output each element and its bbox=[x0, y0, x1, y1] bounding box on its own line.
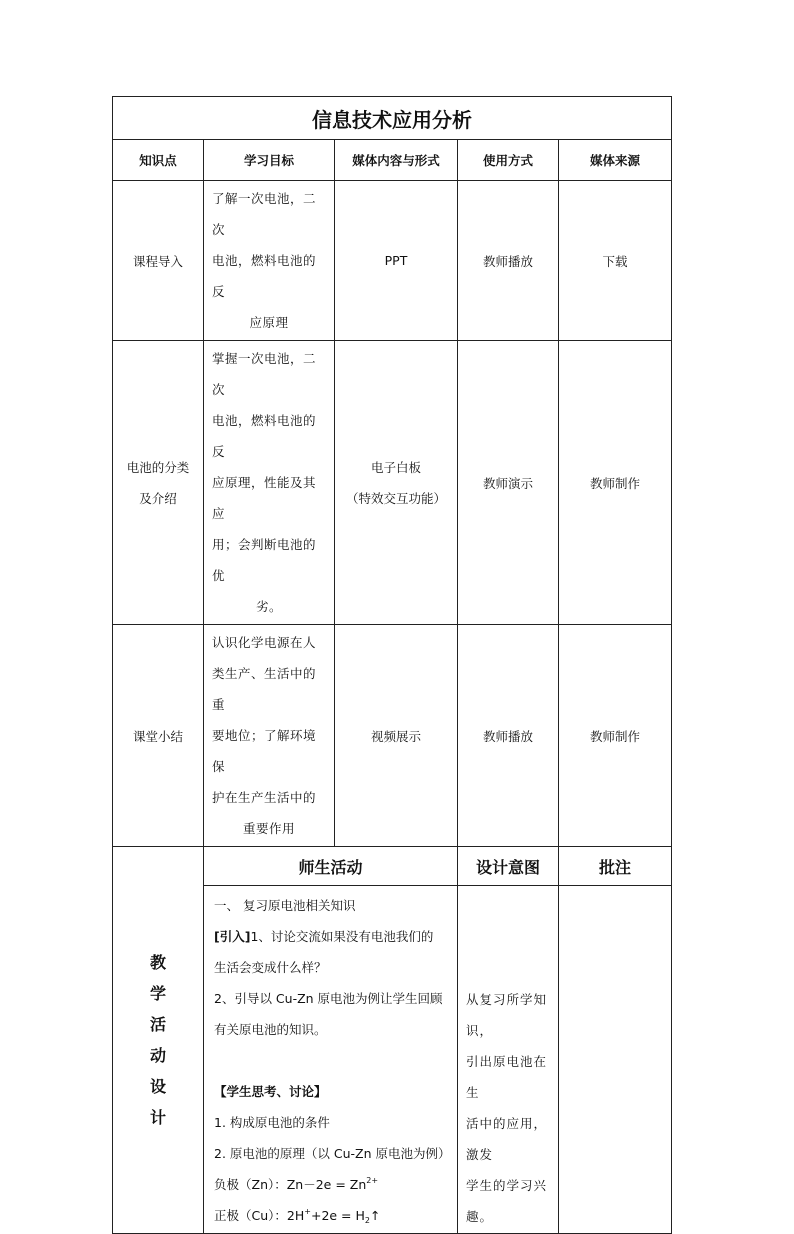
header-usage: 使用方式 bbox=[458, 140, 559, 181]
header-teacher-student-activity: 师生活动 bbox=[204, 847, 458, 886]
media-cell: 视频展示 bbox=[335, 625, 458, 847]
learning-goal-cell: 认识化学电源在人 类生产、生活中的重 要地位；了解环境保 护在生产生活中的 重要作用 bbox=[204, 625, 335, 847]
analysis-table-container bbox=[112, 96, 671, 1234]
knowledge-point-cell: 课程导入 bbox=[113, 181, 204, 341]
source-cell: 下载 bbox=[559, 181, 672, 341]
source-cell: 教师制作 bbox=[559, 625, 672, 847]
header-annotation: 批注 bbox=[559, 847, 672, 886]
activity-side-label: 教 学 活 动 设 计 bbox=[113, 847, 204, 1234]
knowledge-point-cell: 课堂小结 bbox=[113, 625, 204, 847]
source-cell: 教师制作 bbox=[559, 341, 672, 625]
header-design-intent: 设计意图 bbox=[458, 847, 559, 886]
header-row bbox=[113, 140, 672, 181]
table-row bbox=[113, 341, 672, 625]
table-row bbox=[113, 181, 672, 341]
table-title: 信息技术应用分析 bbox=[113, 97, 672, 140]
activity-content-cell: 一、 复习原电池相关知识 [引入]1、讨论交流如果没有电池我们的 生活会变成什么样？ 2、引导以 Cu-Zn 原电池为例让学生回顾 有关原电池的知识。 【学生思考、讨论】 1. 构成原电池的条件 2. 原电池的原理（以 Cu-Zn 原电池为例） 负极（Zn）：$Zn-2e = Zn^{2+}$ 正极（Cu）：$2H^++2e = H_2↑$ bbox=[204, 886, 458, 1234]
header-learning-goal: 学习目标 bbox=[204, 140, 335, 181]
learning-goal-cell: 了解一次电池，二次 电池，燃料电池的反 应原理 bbox=[204, 181, 335, 341]
usage-cell: 教师播放 bbox=[458, 625, 559, 847]
header-media-content: 媒体内容与形式 bbox=[335, 140, 458, 181]
media-cell: 电子白板 （特效交互功能） bbox=[335, 341, 458, 625]
knowledge-point-cell: 电池的分类 及介绍 bbox=[113, 341, 204, 625]
media-cell: PPT bbox=[335, 181, 458, 341]
header-source: 媒体来源 bbox=[559, 140, 672, 181]
design-intent-cell: 从复习所学知识， 引出原电池在生 活中的应用，激发 学生的学习兴趣。 bbox=[458, 886, 559, 1234]
activity-header-row bbox=[113, 847, 672, 886]
analysis-table bbox=[112, 96, 672, 1234]
usage-cell: 教师演示 bbox=[458, 341, 559, 625]
annotation-cell bbox=[559, 886, 672, 1234]
learning-goal-cell: 掌握一次电池，二次 电池，燃料电池的反 应原理，性能及其应 用；会判断电池的优 劣。 bbox=[204, 341, 335, 625]
header-knowledge-point: 知识点 bbox=[113, 140, 204, 181]
usage-cell: 教师播放 bbox=[458, 181, 559, 341]
table-row bbox=[113, 625, 672, 847]
